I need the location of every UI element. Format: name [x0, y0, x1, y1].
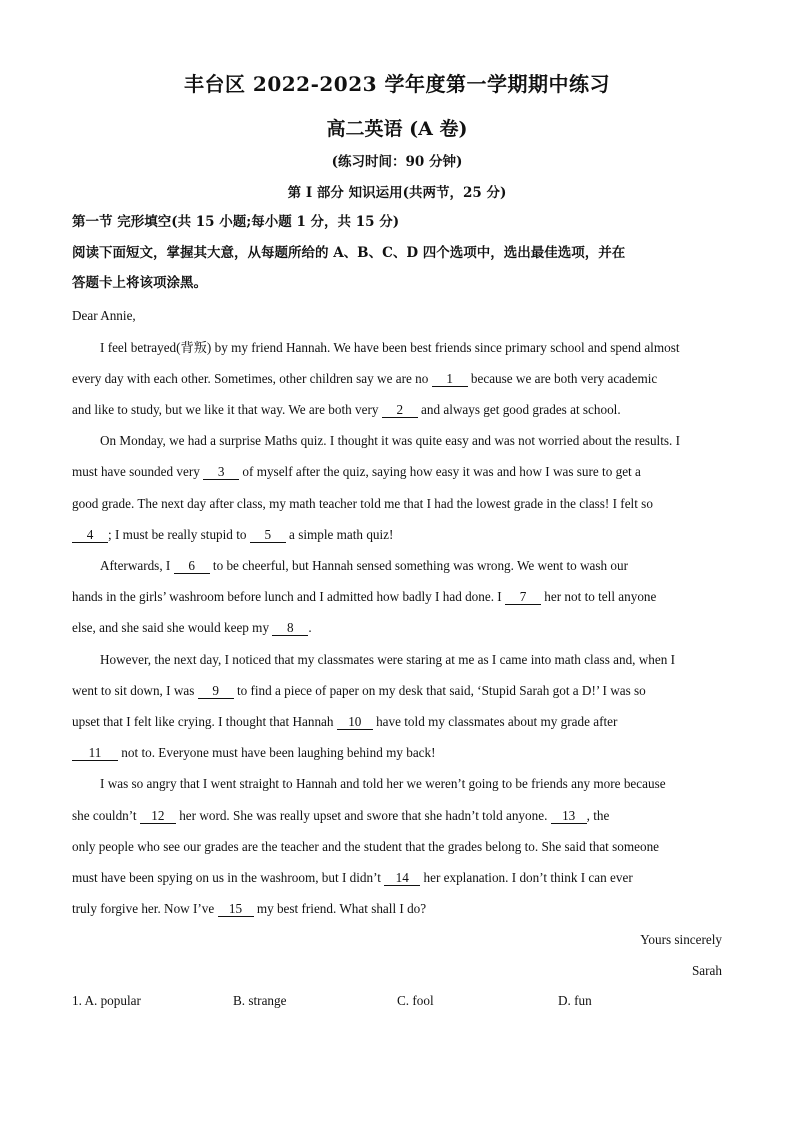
- letter-text: not to. Everyone must have been laughing behind my back!: [118, 745, 436, 760]
- letter-line: [72, 588, 724, 606]
- question-1-option-d[interactable]: D. fun: [558, 993, 592, 1008]
- letter-text: must have sounded very: [72, 464, 204, 479]
- letter-text: a simple math quiz!: [285, 527, 394, 542]
- letter-text: to be cheerful, but Hannah sensed something was wrong. We went to wash our: [209, 558, 629, 573]
- letter-text: On Monday, we had a surprise Maths quiz. I thought it was quite easy and was not worried about the results. I: [100, 433, 681, 448]
- letter-line: [72, 682, 724, 700]
- letter-line: [72, 744, 724, 762]
- letter-line: [72, 557, 724, 575]
- letter-line: [72, 463, 724, 481]
- blank-14: 14: [384, 870, 420, 886]
- section-heading: 第一节 完形填空(共 15 小题;每小题 1 分，共 15 分): [72, 214, 400, 230]
- blank-9: 9: [198, 683, 234, 699]
- letter-greeting: Dear Annie,: [72, 308, 136, 323]
- instruction-line-2: 答题卡上将该项涂黑。: [72, 275, 207, 291]
- letter-text: to find a piece of paper on my desk that said, ‘Stupid Sarah got a D!’ I was so: [233, 683, 646, 698]
- letter-line: [72, 495, 724, 513]
- letter-line: [72, 619, 724, 637]
- letter-line: [72, 900, 724, 918]
- letter-line: [72, 370, 724, 388]
- letter-text: upset that I felt like crying. I thought that Hannah: [72, 714, 337, 729]
- letter-text: and like to study, but we like it that way. We are both very: [72, 402, 382, 417]
- letter-line: [72, 432, 724, 450]
- letter-signature: Sarah: [691, 963, 722, 978]
- letter-line: [72, 838, 724, 856]
- blank-11: 11: [72, 745, 118, 761]
- letter-line: [72, 651, 724, 669]
- exam-subtitle: 高二英语 (A 卷): [326, 118, 468, 140]
- option-text: A. popular: [84, 993, 141, 1008]
- blank-2: 2: [382, 402, 418, 418]
- letter-text: because we are both very academic: [467, 371, 658, 386]
- letter-text: However, the next day, I noticed that my classmates were staring at me as I came into math class and, when I: [100, 652, 676, 667]
- letter-text: every day with each other. Sometimes, other children say we are no: [72, 371, 432, 386]
- time-note: (练习时间：90 分钟): [331, 154, 463, 170]
- question-1-option-b[interactable]: B. strange: [233, 993, 287, 1008]
- letter-text: went to sit down, I was: [72, 683, 198, 698]
- letter-text: Afterwards, I: [100, 558, 174, 573]
- question-1-option-a[interactable]: [72, 993, 141, 1009]
- letter-text: have told my classmates about my grade after: [372, 714, 618, 729]
- blank-7: 7: [505, 589, 541, 605]
- letter-line: [72, 401, 724, 419]
- blank-3: 3: [203, 464, 239, 480]
- part-heading: 第 I 部分 知识运用(共两节，25 分): [287, 185, 507, 201]
- blank-13: 13: [551, 808, 587, 824]
- letter-text: my best friend. What shall I do?: [253, 901, 427, 916]
- letter-line: [72, 526, 724, 544]
- blank-10: 10: [337, 714, 373, 730]
- question-1-option-c[interactable]: C. fool: [397, 993, 434, 1008]
- blank-5: 5: [250, 527, 286, 543]
- letter-text: only people who see our grades are the teacher and the student that the grades belong to. She said that someone: [72, 839, 660, 854]
- letter-text: I was so angry that I went straight to Hannah and told her we weren’t going to be friends any more because: [100, 776, 666, 791]
- letter-text: her not to tell anyone: [541, 589, 657, 604]
- letter-text: ; I must be really stupid to: [108, 527, 250, 542]
- blank-8: 8: [272, 620, 308, 636]
- letter-text: .: [308, 620, 312, 635]
- letter-text: and always get good grades at school.: [417, 402, 621, 417]
- letter-text: truly forgive her. Now I’ve: [72, 901, 218, 916]
- letter-text: of myself after the quiz, saying how easy it was and how I was sure to get a: [239, 464, 641, 479]
- letter-closing: Yours sincerely: [640, 932, 722, 947]
- letter-text: must have been spying on us in the washroom, but I didn’t: [72, 870, 385, 885]
- letter-text: her explanation. I don’t think I can ever: [420, 870, 633, 885]
- letter-line: [72, 713, 724, 731]
- letter-text: I feel betrayed(背叛) by my friend Hannah. We have been best friends since primary school and spend almost: [100, 340, 680, 355]
- letter-line: [72, 339, 724, 357]
- blank-15: 15: [218, 901, 254, 917]
- letter-text: good grade. The next day after class, my math teacher told me that I had the lowest grade in the class! I felt so: [72, 496, 653, 511]
- letter-line: [72, 869, 724, 887]
- letter-line: [72, 775, 724, 793]
- letter-text: she couldn’t: [72, 808, 140, 823]
- blank-6: 6: [174, 558, 210, 574]
- blank-1: 1: [432, 371, 468, 387]
- blank-12: 12: [140, 808, 176, 824]
- letter-line: [72, 807, 724, 825]
- instruction-line-1: 阅读下面短文，掌握其大意，从每题所给的 A、B、C、D 四个选项中，选出最佳选项，并在: [72, 245, 626, 261]
- exam-title: 丰台区 2022-2023 学年度第一学期期中练习: [183, 72, 611, 96]
- question-number: 1.: [72, 993, 82, 1008]
- letter-text: her word. She was really upset and swore that she hadn’t told anyone.: [175, 808, 551, 823]
- blank-4: 4: [72, 527, 108, 543]
- letter-text: , the: [586, 808, 610, 823]
- letter-text: hands in the girls’ washroom before lunch and I admitted how badly I had done. I: [72, 589, 505, 604]
- letter-text: else, and she said she would keep my: [72, 620, 273, 635]
